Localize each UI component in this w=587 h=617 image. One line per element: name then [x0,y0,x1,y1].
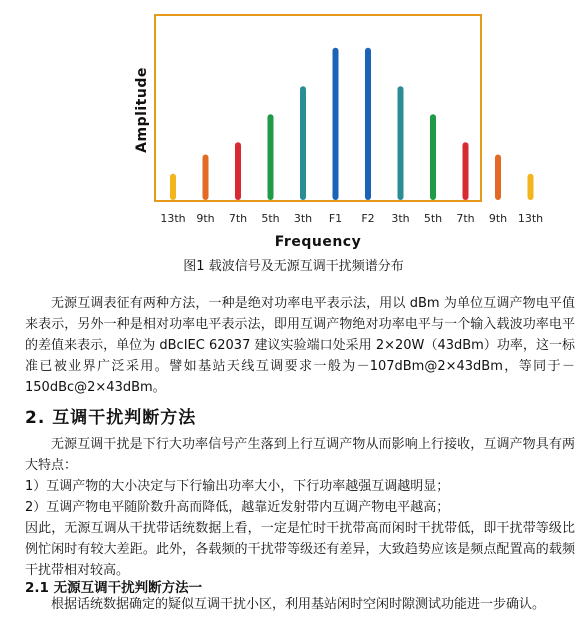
subsection-heading: 2.1 无源互调干扰判断方法一 [25,580,203,596]
x-tick-label: 7th [228,212,248,225]
x-tick-label: 5th [261,212,280,225]
x-tick-label: 5th [423,212,443,225]
x-tick-label: F1 [328,212,343,225]
figure-caption: 图1 载波信号及无源互调干扰频谱分布 [183,259,404,274]
chart-frame [154,14,482,202]
x-tick-label: 7th [456,212,475,225]
paragraph-pim-characteristics: 无源互调干扰是下行大功率信号产生落到上行互调产物从而影响上行接收，互调产物具有两大特点： [25,437,575,473]
x-tick-label: 13th [517,212,544,225]
x-tick-label: 3th [293,212,313,225]
list-item-2: 2）互调产物电平随阶数升高而降低，越靠近发射带内互调产物电平越高； [25,500,450,515]
x-tick-label: F2 [361,212,375,225]
x-tick-label: 13th [160,212,186,225]
x-axis-label: Frequency [274,234,362,250]
spectrum-bar [495,155,501,201]
list-item-1: 1）互调产物的大小决定与下行输出功率大小，下行功率越强互调越明显； [25,479,450,494]
paragraph-method-one: 根据话统数据确定的疑似互调干扰小区，利用基站闲时空闲时隙测试功能进一步确认。 [51,597,546,612]
spectrum-bar [528,174,534,200]
paragraph-conclusion: 因此，无源互调从干扰带话统数据上看，一定是忙时干扰带高而闲时干扰带低，即干扰带等级比例忙闲时有较大差距。此外，各载频的干扰带等级还有差异，大致趋势应该是频点配置高的载频干扰带相对较高。 [25,521,575,578]
section-heading: 2. 互调干扰判断方法 [25,408,197,428]
paragraph-pim-representation: 无源互调表征有两种方法，一种是绝对功率电平表示法，用以 dBm 为单位互调产物电平值来表示，另外一种是相对功率电平表示法，即用互调产物绝对功率电平与一个输入载波功率电平的差值来表示，单位为 dBcIEC 62037 建议实验端口处采用 2×20W（43dBm）功率，这一标准已被业界广泛采用。譬如基站天线互调要求一般为－107dBm@2×43dBm，等同于－150dBc@2×43dBm。 [25,296,575,395]
y-axis-label: Amplitude [134,67,150,153]
x-tick-label: 9th [196,212,215,225]
x-tick-label: 9th [488,212,508,225]
x-tick-label: 3th [391,212,410,225]
